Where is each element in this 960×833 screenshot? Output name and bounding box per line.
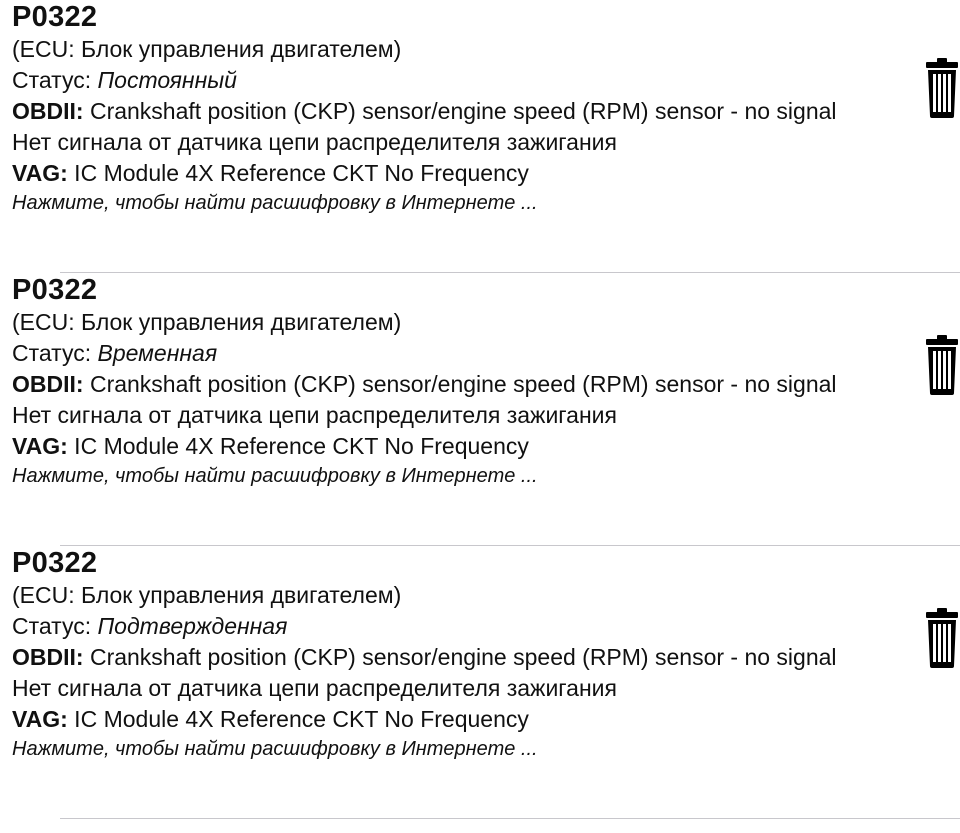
search-online-link[interactable]: Нажмите, чтобы найти расшифровку в Интернете ... [12,738,538,760]
obd-label: OBDII: [12,371,84,397]
vag-line [12,704,960,735]
dtc-item[interactable] [0,0,960,273]
status-label: Статус: [12,613,98,639]
obd-label: OBDII: [12,98,84,124]
obd-text: Crankshaft position (CKP) sensor/engine speed (RPM) sensor - no signal [83,371,837,397]
ecu-line: (ECU: Блок управления двигателем) [12,309,402,335]
dtc-code: P0322 [12,1,98,33]
ecu-line: (ECU: Блок управления двигателем) [12,582,402,608]
vag-label: VAG: [12,433,68,459]
dtc-code: P0322 [12,547,98,579]
vag-text: IC Module 4X Reference CKT No Frequency [67,433,529,459]
status-label: Статус: [12,340,98,366]
trash-icon[interactable] [926,608,958,668]
vag-line [12,158,960,189]
obd-label: OBDII: [12,644,84,670]
obd-line [12,96,902,127]
search-online-link[interactable]: Нажмите, чтобы найти расшифровку в Интернете ... [12,465,538,487]
description-line: Нет сигнала от датчика цепи распределителя зажигания [12,402,617,428]
description-line: Нет сигнала от датчика цепи распределителя зажигания [12,675,617,701]
description-line: Нет сигнала от датчика цепи распределителя зажигания [12,129,617,155]
dtc-item[interactable] [0,273,960,546]
vag-text: IC Module 4X Reference CKT No Frequency [67,706,529,732]
vag-text: IC Module 4X Reference CKT No Frequency [67,160,529,186]
vag-label: VAG: [12,706,68,732]
status-label: Статус: [12,67,98,93]
dtc-item[interactable] [0,546,960,819]
ecu-line: (ECU: Блок управления двигателем) [12,36,402,62]
dtc-code: P0322 [12,274,98,306]
status-value: Постоянный [97,67,237,93]
trash-icon[interactable] [926,58,958,118]
status-line [12,611,960,642]
status-line [12,338,960,369]
status-value: Подтвержденная [97,613,288,639]
search-online-link[interactable]: Нажмите, чтобы найти расшифровку в Интернете ... [12,192,538,214]
trash-icon[interactable] [926,335,958,395]
obd-text: Crankshaft position (CKP) sensor/engine speed (RPM) sensor - no signal [83,644,837,670]
obd-line [12,369,902,400]
vag-label: VAG: [12,160,68,186]
obd-line [12,642,902,673]
row-divider [60,818,960,819]
vag-line [12,431,960,462]
status-value: Временная [97,340,218,366]
status-line [12,65,960,96]
obd-text: Crankshaft position (CKP) sensor/engine speed (RPM) sensor - no signal [83,98,837,124]
